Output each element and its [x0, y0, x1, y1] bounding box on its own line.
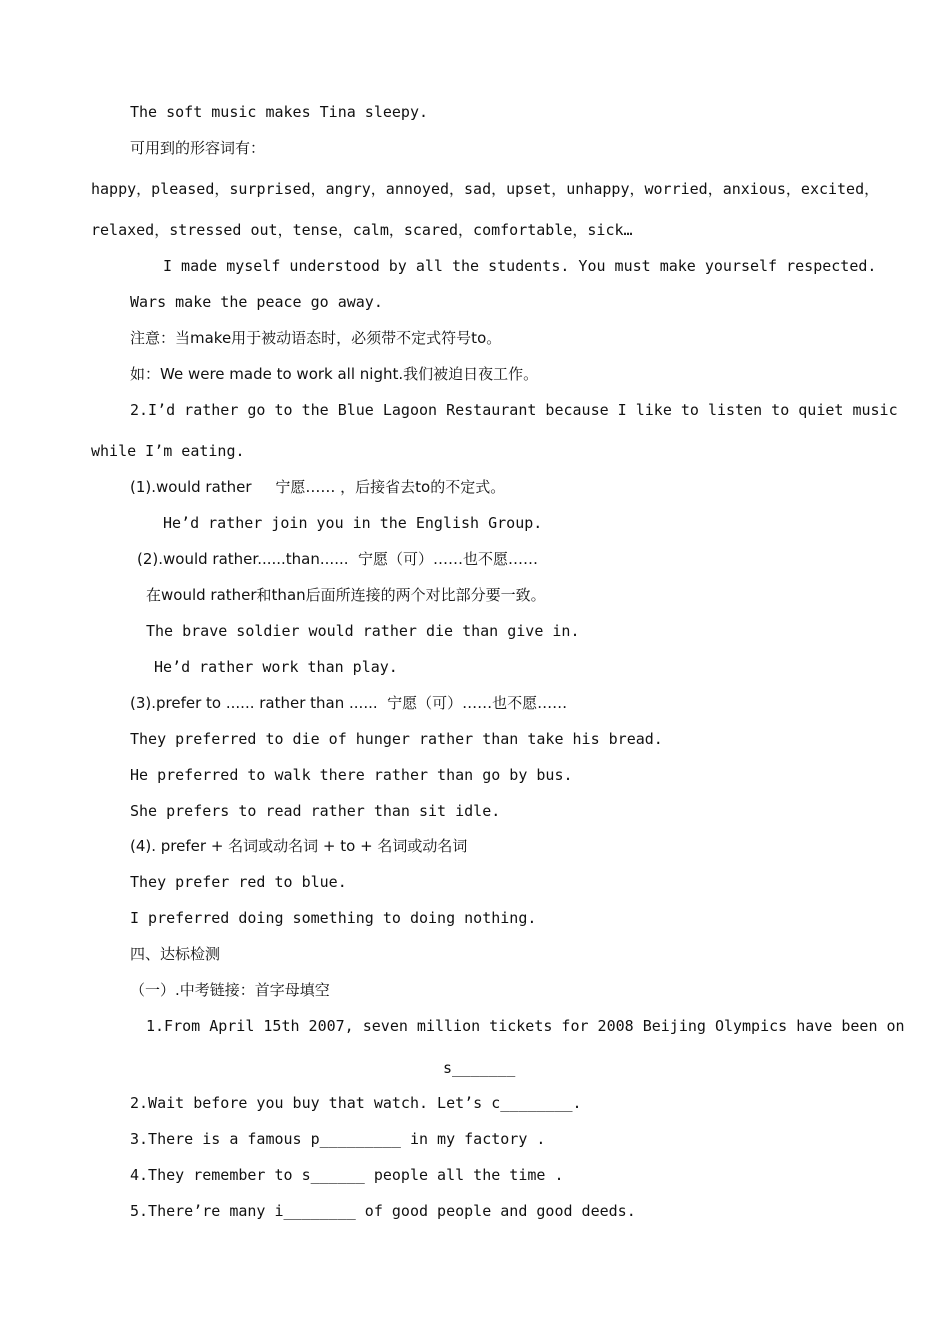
- example-sentence-join: He’d rather join you in the English Group.: [163, 514, 543, 532]
- note-would-rather-than: 在would rather和than后面所连接的两个对比部分要一致。: [146, 586, 546, 604]
- example-sentence-tina: The soft music makes Tina sleepy.: [130, 103, 429, 121]
- example-sentence-walk: He preferred to walk there rather than go by bus.: [130, 766, 573, 784]
- note-passive-make: 注意：当make用于被动语态时，必须带不定式符号to。: [130, 329, 502, 347]
- section-heading-4: 四、达标检测: [130, 945, 221, 963]
- example-sentence-made: 如：We were made to work all night.我们被迫日夜工作。: [130, 365, 539, 383]
- usage-4-prefer-noun: (4). prefer + 名词或动名词 + to + 名词或动名词: [130, 837, 468, 855]
- exercise-1: 1.From April 15th 2007, seven million tickets for 2008 Beijing Olympics have been on: [146, 1017, 905, 1035]
- example-sentence-hunger: They preferred to die of hunger rather than take his bread.: [130, 730, 663, 748]
- adjectives-heading: 可用到的形容词有：: [130, 139, 266, 157]
- exercise-5: 5.There’re many i________ of good people and good deeds.: [130, 1202, 636, 1220]
- example-sentence-doing: I preferred doing something to doing nothing.: [130, 909, 537, 927]
- usage-3-prefer-to: (3).prefer to ...... rather than ...... 宁愿（可）……也不愿……: [130, 694, 568, 712]
- example-sentence-read: She prefers to read rather than sit idle.: [130, 802, 501, 820]
- exercise-3: 3.There is a famous p_________ in my factory .: [130, 1130, 546, 1148]
- exercise-2: 2.Wait before you buy that watch. Let’s c________.: [130, 1094, 582, 1112]
- point-2-sentence: 2.I’d rather go to the Blue Lagoon Restaurant because I like to listen to quiet music: [130, 401, 898, 419]
- example-sentence-wars: Wars make the peace go away.: [130, 293, 383, 311]
- adjective-list-line-1: happy，pleased，surprised，angry，annoyed，sad，upset，unhappy，worried，anxious，excited，: [91, 180, 880, 198]
- usage-1-would-rather: (1).would rather 宁愿…… ，后接省去to的不定式。: [130, 478, 506, 496]
- example-sentence-soldier: The brave soldier would rather die than give in.: [146, 622, 580, 640]
- exercise-1-blank: s_______: [443, 1059, 516, 1077]
- example-sentence-red-blue: They prefer red to blue.: [130, 873, 347, 891]
- usage-2-would-rather-than: (2).would rather......than...... 宁愿（可）……也不愿……: [137, 550, 539, 568]
- point-2-sentence-cont: while I’m eating.: [91, 442, 245, 460]
- exercise-4: 4.They remember to s______ people all the time .: [130, 1166, 564, 1184]
- example-sentence-understood: I made myself understood by all the students. You must make yourself respected.: [163, 257, 877, 275]
- adjective-list-line-2: relaxed，stressed out，tense，calm，scared，comfortable，sick…: [91, 221, 633, 239]
- example-sentence-work-play: He’d rather work than play.: [154, 658, 398, 676]
- subsection-heading-1: （一）.中考链接：首字母填空: [130, 981, 330, 999]
